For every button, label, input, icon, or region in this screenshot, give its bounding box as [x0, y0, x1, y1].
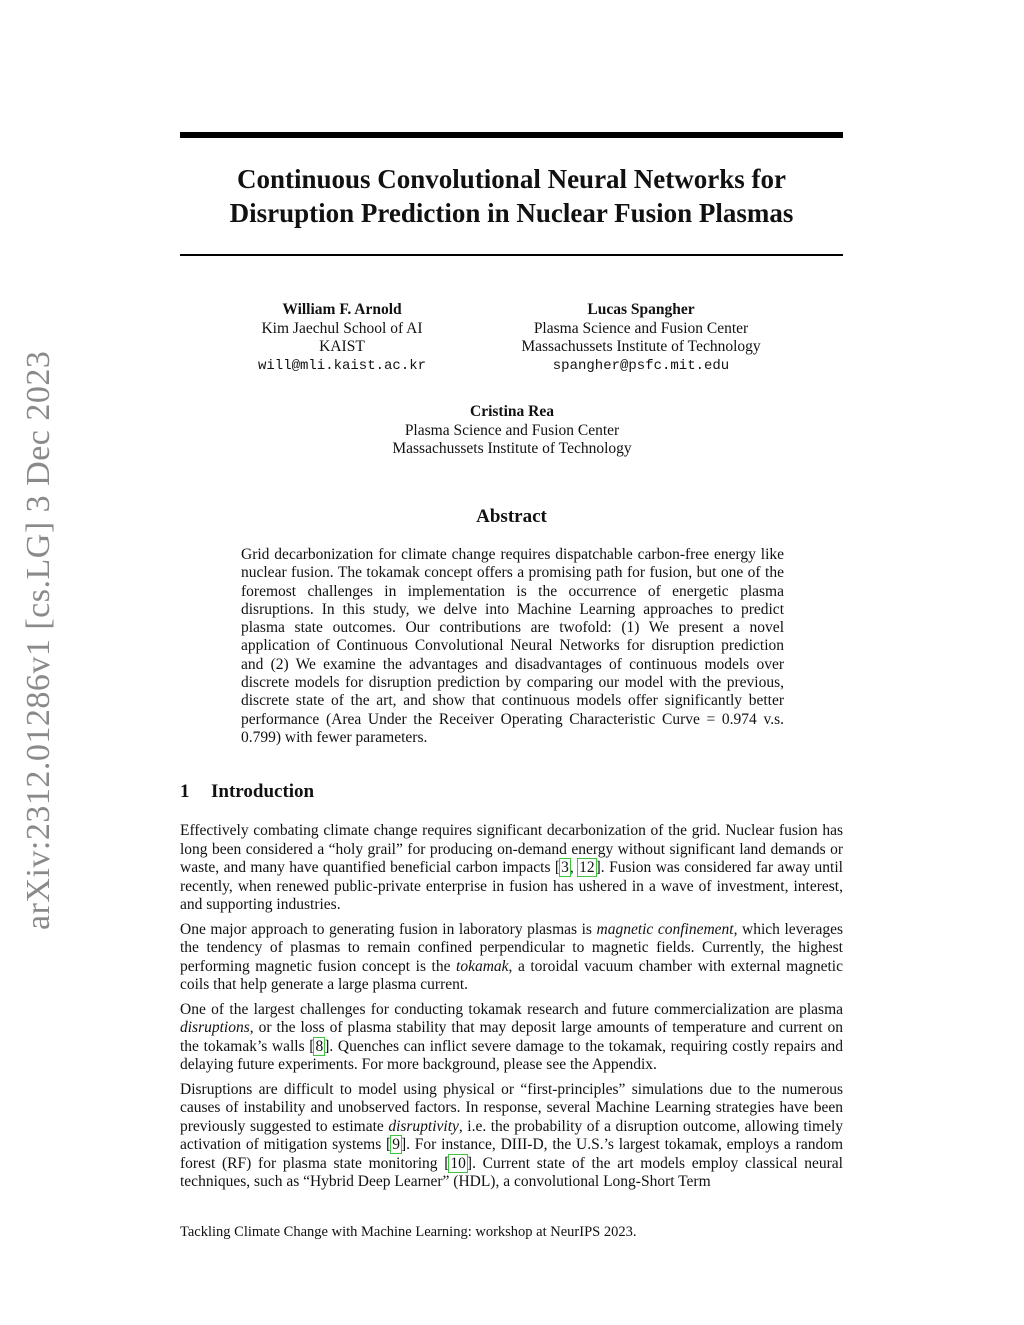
- paragraph: Effectively combating climate change requires significant decarbonization of the grid. Nuclear fusion has long been considered a “holy grail” for producing on-demand energy without significant land demands or waste, and many have quantified beneficial carbon impacts [3, 12]. Fusion was considered far away until recently, when renewed public-private enterprise in fusion has ushered in a wave of investment, interest, and supporting industries.: [180, 822, 843, 913]
- paper-title: [180, 162, 843, 230]
- author-block-spangher: [490, 301, 792, 375]
- author-email[interactable]: spangher@psfc.mit.edu: [552, 357, 730, 374]
- citation-link[interactable]: 12: [579, 859, 595, 876]
- arxiv-identifier[interactable]: arXiv:2312.01286v1 [cs.LG] 3 Dec 2023: [20, 350, 57, 930]
- author-name: Cristina Rea: [470, 403, 554, 420]
- abstract-heading: Abstract: [476, 506, 547, 527]
- section-number: 1: [180, 781, 190, 802]
- introduction-body: [180, 822, 843, 1198]
- author-block-rea: [362, 403, 662, 459]
- author-name: Lucas Spangher: [587, 301, 695, 318]
- section-heading: [180, 781, 314, 803]
- section-title: Introduction: [211, 781, 315, 802]
- citation-link[interactable]: 8: [315, 1037, 324, 1055]
- author-name: William F. Arnold: [282, 301, 402, 318]
- title-line-1: Continuous Convolutional Neural Networks for: [236, 164, 787, 194]
- author-affiliation: KAIST: [319, 338, 365, 355]
- abstract-text: Grid decarbonization for climate change requires dispatchable carbon-free energy like nuclear fusion. The tokamak concept offers a promising path for fusion, but one of the foremost challenges in implementation is the occurrence of energetic plasma disruptions. In this study, we delve into Machine Learning approaches to predict plasma state outcomes. Our contributions are twofold: (1) We present a novel application of Continuous Convolutional Neural Networks for disruption prediction and (2) We examine the advantages and disadvantages of continuous models over discrete models for disruption prediction by comparing our model with the previous, discrete state of the art, and show that continuous models offer significantly better performance (Area Under the Receiver Operating Characteristic Curve = 0.974 v.s. 0.799) with fewer parameters.: [241, 546, 784, 746]
- paragraph: Disruptions are difficult to model using physical or “first-principles” simulations due to the numerous causes of instability and unobserved factors. In response, several Machine Learning strategies have been previously suggested to estimate disruptivity, i.e. the probability of a disruption outcome, allowing timely activation of mitigation systems [9]. For instance, DIII-D, the U.S.’s largest tokamak, employs a random forest (RF) for plasma state monitoring [10]. Current state of the art models employ classical neural techniques, such as “Hybrid Deep Learner” (HDL), a convolutional Long-Short Term: [180, 1080, 844, 1190]
- citation-link[interactable]: 10: [450, 1154, 466, 1172]
- citation-link[interactable]: 3: [561, 859, 569, 876]
- author-block-arnold: [232, 301, 452, 375]
- author-affiliation: Plasma Science and Fusion Center: [533, 319, 749, 337]
- author-affiliation: Massachussets Institute of Technology: [392, 440, 632, 457]
- paragraph: One of the largest challenges for conducting tokamak research and future commercialization are plasma disruptions, or the loss of plasma stability that may deposit large amounts of temperature and current on the tokamak’s walls [8]. Quenches can inflict severe damage to the tokamak, requiring costly repairs and delaying future experiments. For more background, please see the Appendix.: [180, 1000, 843, 1073]
- author-affiliation: Plasma Science and Fusion Center: [404, 421, 620, 439]
- title-top-rule: [180, 132, 843, 138]
- title-line-2: Disruption Prediction in Nuclear Fusion Plasmas: [229, 198, 794, 228]
- author-affiliation: Massachussets Institute of Technology: [521, 338, 761, 355]
- citation-link[interactable]: 9: [392, 1136, 400, 1153]
- paragraph: One major approach to generating fusion in laboratory plasmas is magnetic confinement, which leverages the tendency of plasmas to remain confined perpendicular to magnetic fields. Currently, the highest performing magnetic fusion concept is the tokamak, a toroidal vacuum chamber with external magnetic coils that help generate a large plasma current.: [180, 920, 843, 993]
- author-affiliation: Kim Jaechul School of AI: [261, 319, 423, 337]
- title-bottom-rule: [180, 254, 843, 256]
- footnote-venue: Tackling Climate Change with Machine Learning: workshop at NeurIPS 2023.: [180, 1224, 637, 1240]
- author-email[interactable]: will@mli.kaist.ac.kr: [257, 357, 427, 374]
